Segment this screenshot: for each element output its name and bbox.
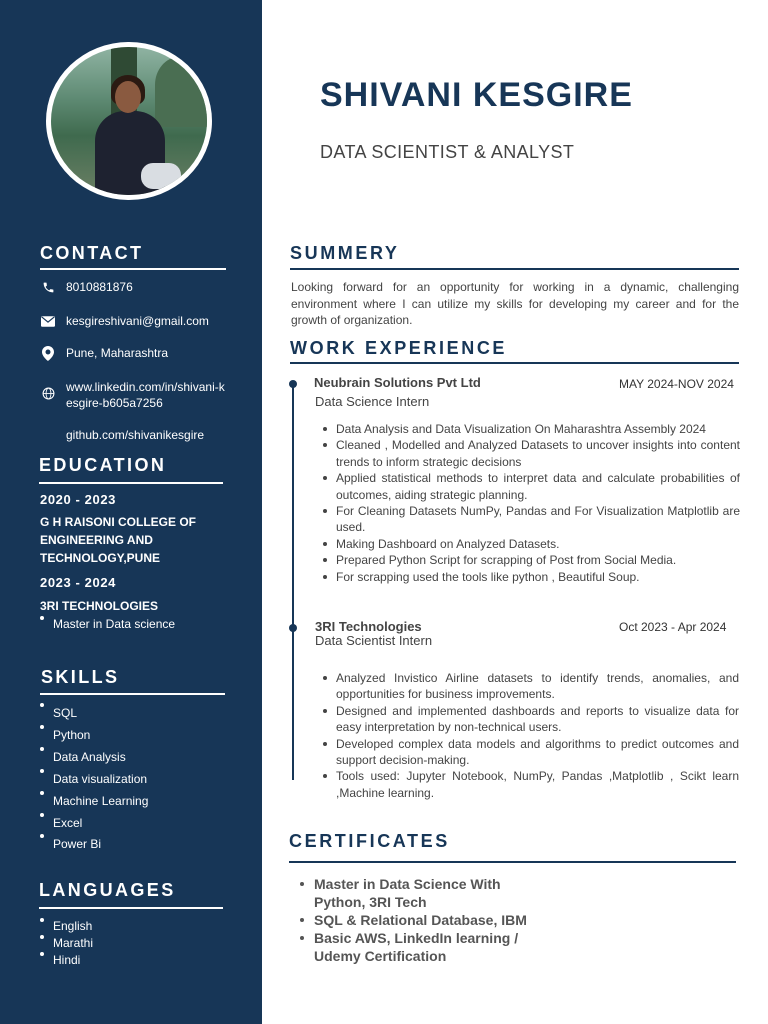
location-text: Pune, Maharashtra bbox=[66, 346, 169, 360]
work-experience-divider bbox=[290, 362, 739, 364]
contact-linkedin bbox=[40, 379, 230, 411]
job-bullet: Developed complex data models and algorithms to predict outcomes and support decision-making. bbox=[322, 736, 739, 769]
location-pin-icon bbox=[40, 345, 56, 361]
job-bullet: Cleaned , Modelled and Analyzed Datasets to uncover insights into content trends to inform strategic decisions bbox=[322, 437, 740, 470]
github-icon-placeholder bbox=[40, 427, 56, 443]
job-bullets-1 bbox=[322, 421, 740, 585]
email-address[interactable]: kesgireshivani@gmail.com bbox=[66, 314, 209, 328]
skill-item: SQL bbox=[38, 703, 148, 725]
contact-phone bbox=[40, 279, 230, 295]
globe-icon bbox=[40, 385, 56, 401]
phone-number: 8010881876 bbox=[66, 280, 133, 294]
certificates-heading: CERTIFICATES bbox=[289, 831, 450, 851]
skill-item: Data Analysis bbox=[38, 747, 148, 769]
job-bullet: Analyzed Invistico Airline datasets to identify trends, anomalies, and opportunities for business improvements. bbox=[322, 670, 739, 703]
education-heading: EDUCATION bbox=[39, 455, 167, 475]
job-bullet: Applied statistical methods to interpret data and calculate probabilities of outcomes, aiding strategic planning. bbox=[322, 470, 740, 503]
certificate-item: SQL & Relational Database, IBM bbox=[298, 911, 538, 929]
job-dates-1: MAY 2024-NOV 2024 bbox=[619, 377, 734, 391]
timeline-line bbox=[292, 384, 294, 780]
company-name-2: 3RI Technologies bbox=[315, 619, 422, 634]
certificate-item: Master in Data Science With Python, 3RI Tech bbox=[298, 875, 538, 911]
sidebar bbox=[0, 0, 262, 1024]
skill-item: Data visualization bbox=[38, 769, 148, 791]
education-divider bbox=[39, 482, 223, 484]
job-title: DATA SCIENTIST & ANALYST bbox=[320, 142, 575, 162]
skills-heading: SKILLS bbox=[41, 667, 120, 687]
education-school-1: G H RAISONI COLLEGE OF ENGINEERING AND TECHNOLOGY,PUNE bbox=[40, 515, 197, 565]
timeline-dot-2 bbox=[289, 624, 297, 632]
linkedin-url[interactable]: www.linkedin.com/in/shivani-kesgire-b605a7256 bbox=[66, 380, 225, 410]
education-detail: Master in Data science bbox=[38, 616, 175, 633]
job-position-2: Data Scientist Intern bbox=[315, 633, 433, 648]
job-bullet: Designed and implemented dashboards and reports to visualize data for easy interpretation by non-technical users. bbox=[322, 703, 739, 736]
certificate-item: Basic AWS, LinkedIn learning / Udemy Certification bbox=[298, 929, 538, 965]
company-name-1: Neubrain Solutions Pvt Ltd bbox=[314, 375, 481, 390]
education-school-2: 3RI TECHNOLOGIES bbox=[40, 599, 159, 613]
job-bullet: Data Analysis and Data Visualization On Maharashtra Assembly 2024 bbox=[322, 421, 740, 437]
skill-item: Machine Learning bbox=[38, 791, 148, 813]
github-url[interactable]: github.com/shivanikesgire bbox=[66, 428, 205, 442]
job-bullet: Prepared Python Script for scrapping of Post from Social Media. bbox=[322, 552, 740, 568]
job-position-1: Data Science Intern bbox=[315, 394, 430, 409]
contact-divider bbox=[40, 268, 226, 270]
summary-divider bbox=[290, 268, 739, 270]
contact-heading: CONTACT bbox=[40, 243, 144, 263]
education-years-2: 2023 - 2024 bbox=[40, 575, 116, 590]
job-bullet: Making Dashboard on Analyzed Datasets. bbox=[322, 536, 740, 552]
contact-location bbox=[40, 345, 230, 361]
skill-item: Power Bi bbox=[38, 834, 148, 856]
full-name: SHIVANI KESGIRE bbox=[320, 76, 633, 114]
skill-item: Excel bbox=[38, 813, 148, 835]
work-experience-heading: WORK EXPERIENCE bbox=[290, 338, 508, 358]
skills-divider bbox=[40, 693, 225, 695]
phone-icon bbox=[40, 279, 56, 295]
job-dates-2: Oct 2023 - Apr 2024 bbox=[619, 620, 727, 634]
contact-github bbox=[40, 427, 230, 443]
job-bullets-2 bbox=[322, 670, 739, 801]
summary-heading: SUMMERY bbox=[290, 243, 400, 263]
education-detail-list bbox=[38, 616, 175, 633]
job-bullet: For Cleaning Datasets NumPy, Pandas and For Visualization Matplotlib are used. bbox=[322, 503, 740, 536]
timeline-dot-1 bbox=[289, 380, 297, 388]
job-bullet: For scrapping used the tools like python , Beautiful Soup. bbox=[322, 569, 740, 585]
education-years-1: 2020 - 2023 bbox=[40, 492, 116, 507]
skill-item: Python bbox=[38, 725, 148, 747]
summary-text: Looking forward for an opportunity for working in a dynamic, challenging environment where I can utilize my skills for developing my career and for the growth of organization. bbox=[291, 280, 739, 327]
language-item: English bbox=[38, 918, 93, 935]
language-item: Hindi bbox=[38, 952, 93, 969]
skills-list bbox=[38, 703, 148, 856]
email-icon bbox=[40, 313, 56, 329]
job-bullet: Tools used: Jupyter Notebook, NumPy, Pandas ,Matplotlib , Scikt learn ,Machine learning. bbox=[322, 768, 739, 801]
languages-divider bbox=[39, 907, 223, 909]
languages-heading: LANGUAGES bbox=[39, 880, 176, 900]
contact-email bbox=[40, 313, 230, 329]
language-item: Marathi bbox=[38, 935, 93, 952]
certificates-divider bbox=[289, 861, 736, 863]
languages-list bbox=[38, 918, 93, 968]
certificates-list bbox=[298, 875, 538, 965]
profile-photo bbox=[46, 42, 212, 200]
